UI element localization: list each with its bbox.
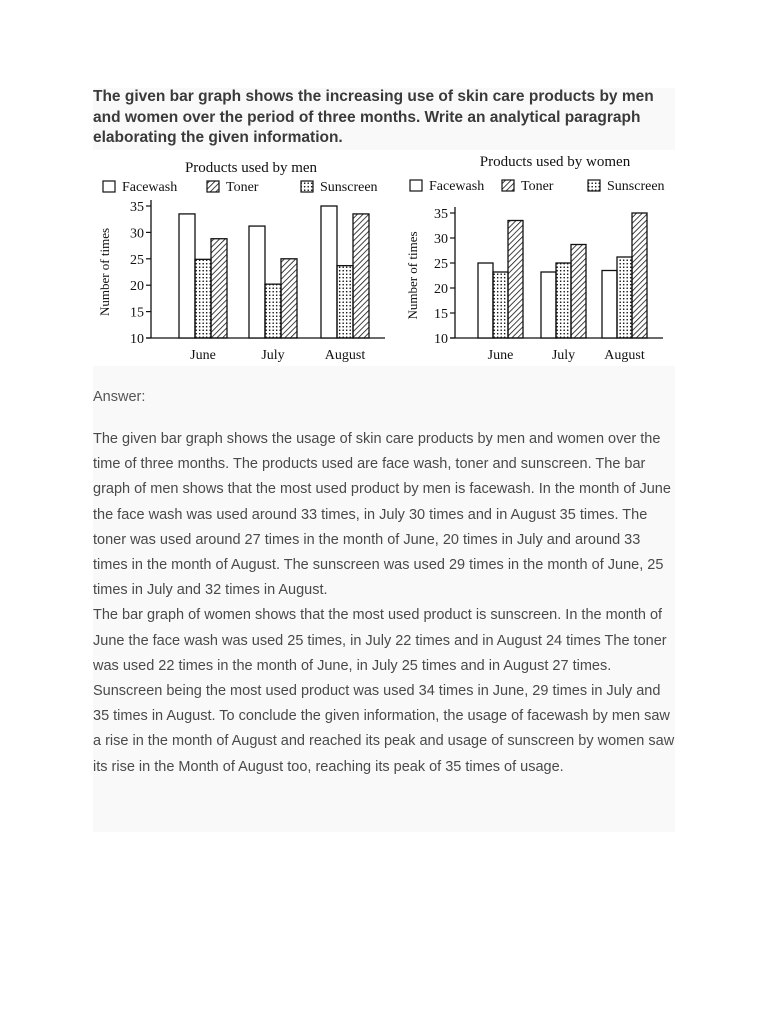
- y-tick-label: 35: [130, 200, 144, 215]
- bar-facewash-july: [541, 272, 556, 338]
- answer-body: [93, 427, 675, 780]
- legend-label-sunscreen: Sunscreen: [607, 179, 665, 194]
- bar-sunscreen-august: [617, 257, 632, 338]
- bar-toner-august: [353, 214, 369, 338]
- answer-paragraph: The given bar graph shows the usage of skin care products by men and women over the time of three months. The products used are face wash, toner and sunscreen. The bar graph of men shows that the most used product by men is facewash. In the month of June the face wash was used around 33 times, in July 30 times and in August 35 times. The toner was used around 27 times in the month of June, 20 times in July and around 33 times in the month of August. The sunscreen was used 29 times in the month of June, 25 times in July and 32 times in August.: [93, 431, 671, 599]
- x-tick-label: June: [190, 348, 216, 363]
- bar-facewash-july: [249, 226, 265, 338]
- x-tick-label: August: [324, 348, 366, 363]
- legend-swatch-toner: [502, 180, 514, 191]
- y-tick-label: 10: [434, 332, 448, 347]
- legend-swatch-sunscreen: [588, 180, 600, 191]
- y-axis-label: Number of times: [405, 231, 420, 320]
- legend-label-sunscreen: Sunscreen: [320, 180, 378, 195]
- y-tick-label: 15: [434, 307, 448, 322]
- y-tick-label: 25: [434, 257, 448, 272]
- y-tick-label: 35: [434, 207, 448, 222]
- answer-paragraph: The bar graph of women shows that the most used product is sunscreen. In the month of June the face wash was used 25 times, in July 22 times and in August 24 times The toner was used 22 times in the month of June, in July 25 times and in August 27 times. Sunscreen being the most used product was used 34 times in June, 29 times in July and 35 times in August. To conclude the given information, the usage of facewash by men saw a rise in the month of August and reached its peak and usage of sunscreen by women saw its rise in the Month of August too, reaching its peak of 35 times of usage.: [93, 607, 675, 775]
- bar-sunscreen-august: [337, 266, 353, 338]
- bar-toner-june: [211, 239, 227, 338]
- legend-swatch-sunscreen: [301, 181, 313, 192]
- legend-label-facewash: Facewash: [122, 180, 178, 195]
- bar-sunscreen-june: [195, 259, 211, 338]
- charts-image: [93, 150, 675, 366]
- bar-toner-june: [508, 221, 523, 339]
- bar-toner-july: [281, 259, 297, 338]
- bar-facewash-august: [321, 206, 337, 338]
- chart-title: Products used by women: [479, 154, 631, 170]
- question-text: The given bar graph shows the increasing use of skin care products by men and women over the period of three months. Write an analytical paragraph elaborating the given information.: [93, 88, 654, 146]
- answer-label: Answer:: [93, 389, 146, 405]
- x-tick-label: July: [261, 348, 285, 363]
- bar-toner-july: [571, 245, 586, 339]
- women-products-chart: [405, 150, 675, 366]
- men-products-chart: [93, 150, 405, 366]
- chart-title: Products used by men: [184, 160, 318, 176]
- legend-swatch-facewash: [103, 181, 115, 192]
- y-tick-label: 30: [434, 232, 448, 247]
- bar-facewash-june: [478, 263, 493, 338]
- bar-sunscreen-june: [493, 272, 508, 338]
- legend-swatch-facewash: [410, 180, 422, 191]
- y-tick-label: 15: [130, 305, 144, 321]
- y-tick-label: 20: [434, 282, 448, 297]
- y-tick-label: 20: [130, 279, 144, 295]
- bar-facewash-august: [602, 271, 617, 339]
- bar-facewash-june: [179, 214, 195, 338]
- legend-label-toner: Toner: [521, 179, 554, 194]
- y-tick-label: 10: [130, 332, 144, 347]
- x-tick-label: August: [604, 348, 645, 363]
- bar-sunscreen-july: [265, 284, 281, 338]
- bar-toner-august: [632, 213, 647, 338]
- y-tick-label: 30: [130, 226, 144, 242]
- y-tick-label: 25: [130, 252, 144, 268]
- legend-label-toner: Toner: [226, 180, 259, 195]
- x-tick-label: July: [551, 348, 576, 363]
- y-axis-label: Number of times: [97, 227, 112, 317]
- bar-sunscreen-july: [556, 263, 571, 338]
- legend-label-facewash: Facewash: [429, 179, 485, 194]
- x-tick-label: June: [487, 348, 514, 363]
- legend-swatch-toner: [207, 181, 219, 192]
